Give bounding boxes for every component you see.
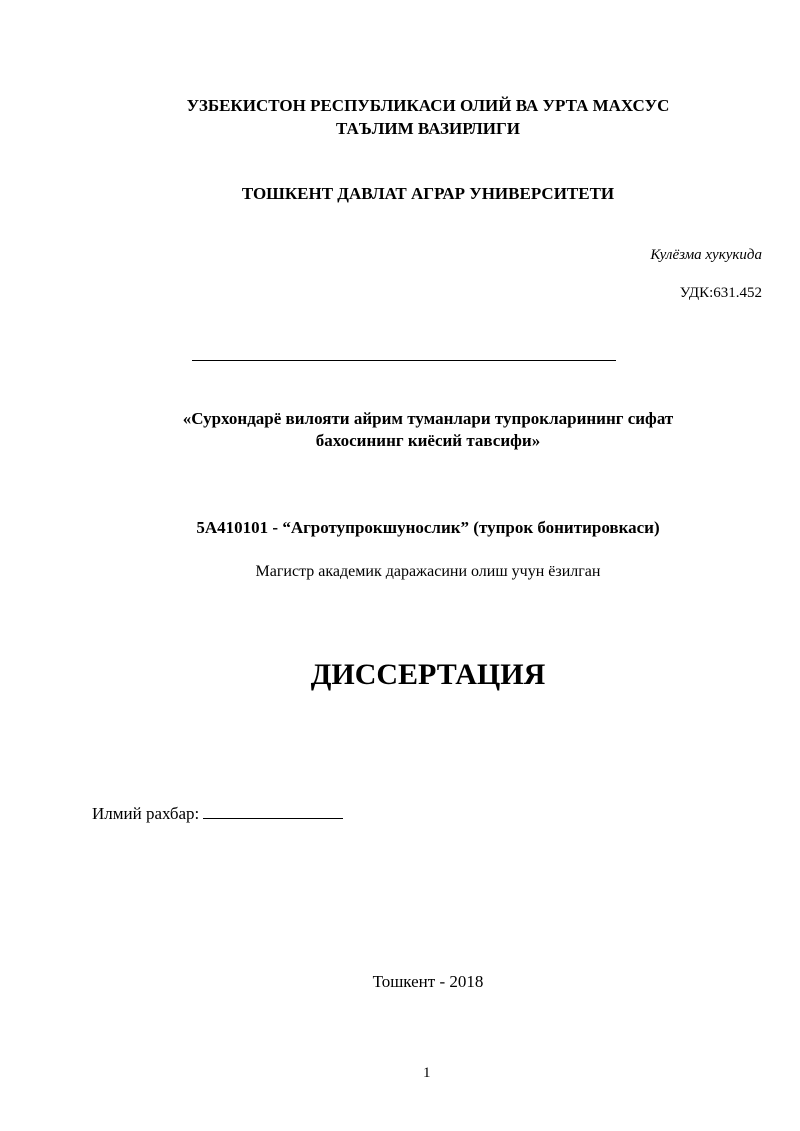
- author-name-line: [192, 360, 616, 361]
- udk-code: УДК:631.452: [679, 285, 762, 301]
- ministry-heading: [28, 94, 800, 140]
- ministry-line-2: ТАЪЛИМ ВАЗИРЛИГИ: [335, 119, 521, 138]
- supervisor-field: [92, 800, 343, 825]
- page-number: 1: [423, 1065, 431, 1081]
- degree-note: Магистр академик даражасини олиш учун ёзилган: [255, 563, 601, 580]
- university-heading: ТОШКЕНТ ДАВЛАТ АГРАР УНИВЕРСИТЕТИ: [241, 184, 615, 203]
- supervisor-label: Илмий рахбар:: [92, 804, 200, 823]
- manuscript-rights-note: Кулёзма хукукида: [650, 247, 762, 263]
- ministry-line-1: УЗБЕКИСТОН РЕСПУБЛИКАСИ ОЛИЙ ВА УРТА МАХСУС: [186, 96, 670, 115]
- document-type-heading: ДИССЕРТАЦИЯ: [310, 658, 546, 691]
- thesis-title: [28, 408, 800, 452]
- city-year: Тошкент - 2018: [372, 972, 484, 991]
- specialty-code: 5А410101 - “Агротупрокшунослик” (тупрок бонитировкаси): [196, 518, 660, 537]
- thesis-title-line-2: бахосининг киёсий тавсифи»: [315, 431, 541, 450]
- thesis-title-line-1: «Сурхондарё вилояти айрим туманлари тупрокларининг сифат: [182, 409, 674, 428]
- supervisor-blank-line: [203, 800, 343, 819]
